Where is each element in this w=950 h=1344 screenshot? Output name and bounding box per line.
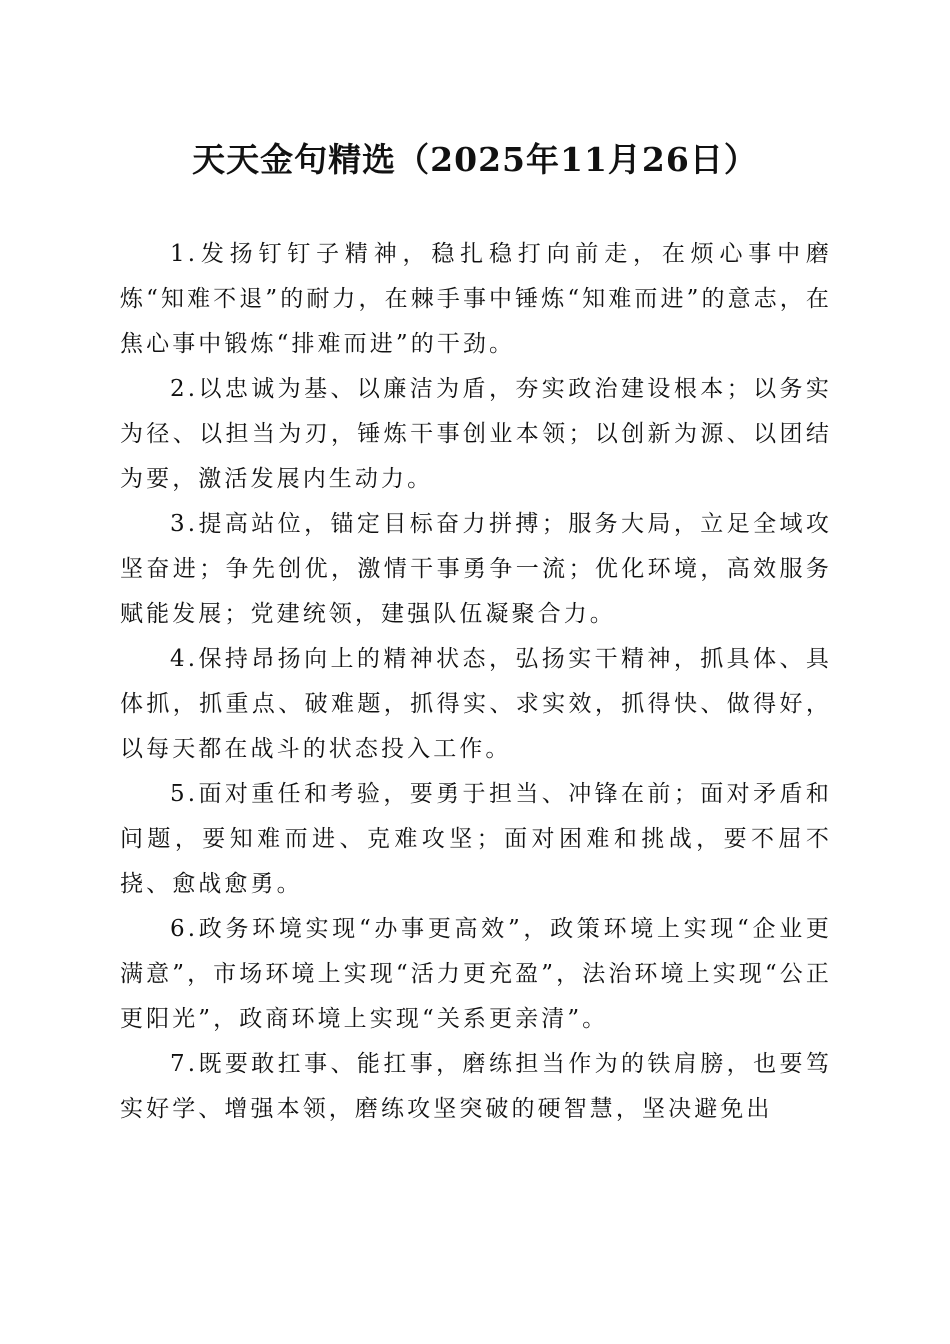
paragraph-2: 2.以忠诚为基、以廉洁为盾，夯实政治建设根本；以务实为径、以担当为刃，锤炼干事创业本领；以创新为源、以团结为要，激活发展内生动力。 [120,376,832,492]
paragraph-5: 5.面对重任和考验，要勇于担当、冲锋在前；面对矛盾和问题，要知难而进、克难攻坚；面对困难和挑战，要不屈不挠、愈战愈勇。 [120,781,832,897]
document-body [120,232,832,1132]
document-title: 天天金句精选（2025年11月26日） [192,140,758,179]
paragraph-7: 7.既要敢扛事、能扛事，磨练担当作为的铁肩膀，也要笃实好学、增强本领，磨练攻坚突破的硬智慧，坚决避免出 [120,1051,832,1122]
paragraph-3: 3.提高站位，锚定目标奋力拼搏；服务大局，立足全域攻坚奋进；争先创优，激情干事勇争一流；优化环境，高效服务赋能发展；党建统领，建强队伍凝聚合力。 [120,511,832,627]
paragraph-1: 1.发扬钉钉子精神，稳扎稳打向前走，在烦心事中磨炼“知难不退”的耐力，在棘手事中锤炼“知难而进”的意志，在焦心事中锻炼“排难而进”的干劲。 [120,241,832,357]
paragraph-6: 6.政务环境实现“办事更高效”，政策环境上实现“企业更满意”，市场环境上实现“活力更充盈”，法治环境上实现“公正更阳光”，政商环境上实现“关系更亲清”。 [120,916,832,1032]
paragraph-4: 4.保持昂扬向上的精神状态，弘扬实干精神，抓具体、具体抓，抓重点、破难题，抓得实、求实效，抓得快、做得好，以每天都在战斗的状态投入工作。 [120,646,832,762]
